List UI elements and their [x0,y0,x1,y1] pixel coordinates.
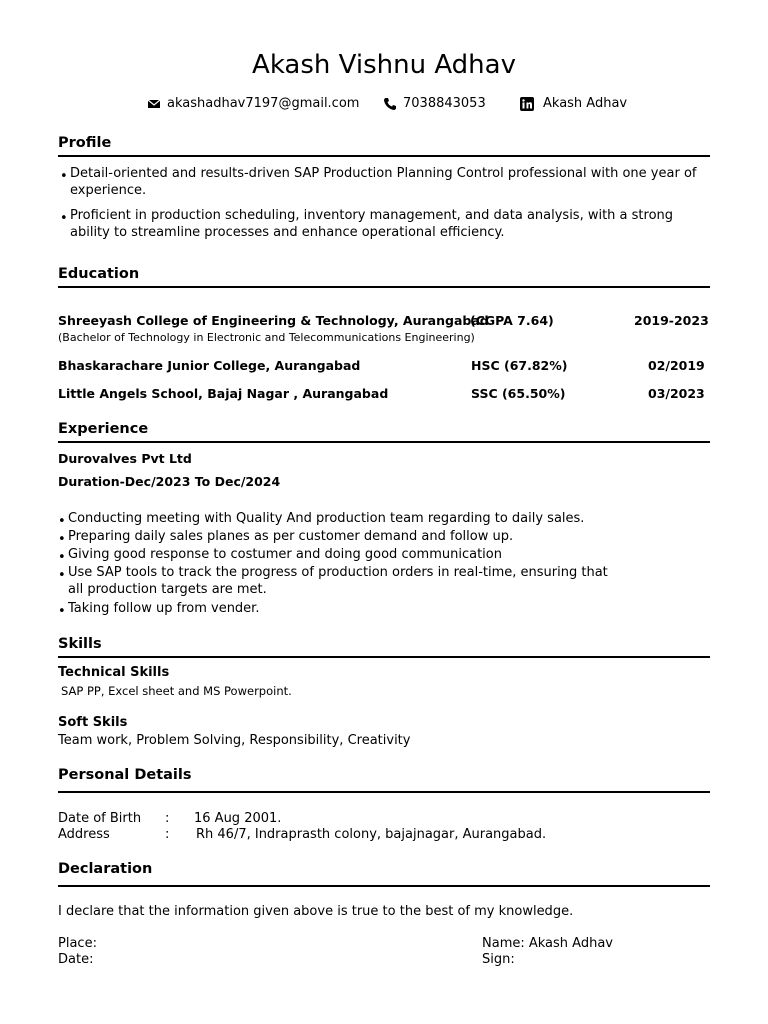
address-label: Address [58,827,110,842]
section-title-personal: Personal Details [58,767,192,783]
divider [58,791,710,793]
experience-bullet [58,600,628,619]
dob-colon: : [165,811,170,826]
edu-date: 03/2023 [648,386,705,401]
email-icon [147,97,161,111]
technical-skills-list: SAP PP, Excel sheet and MS Powerpoint. [61,684,292,698]
bullet-text: Proficient in production scheduling, inventory management, and data analysis, with a strong ability to streamline processes and enhance operational efficiency. [70,208,674,240]
date-label: Date: [58,952,94,967]
linkedin-text: Akash Adhav [543,96,628,111]
edu-score: (CGPA 7.64) [470,313,554,328]
signature-name: Name: Akash Adhav [482,936,613,951]
phone-contact[interactable] [383,96,486,111]
place-label: Place: [58,936,97,951]
section-title-experience: Experience [58,421,149,437]
edu-institution: Little Angels School, Bajaj Nagar , Aurangabad [58,386,389,401]
divider [58,286,710,288]
bullet-text: Taking follow up from vender. [68,601,260,616]
phone-icon [383,97,397,111]
bullet-text: Detail-oriented and results-driven SAP Production Planning Control professional with one year of experience. [70,166,697,198]
section-title-declaration: Declaration [58,861,153,877]
section-title-skills: Skills [58,636,102,652]
edu-date: 02/2019 [648,358,705,373]
candidate-name: Akash Vishnu Adhav [252,50,516,80]
declaration-text: I declare that the information given above is true to the best of my knowledge. [58,904,574,919]
bullet-icon: • [58,550,66,565]
email-text: akashadhav7197@gmail.com [167,96,360,111]
soft-skills-title: Soft Skils [58,715,128,730]
divider [58,656,710,658]
linkedin-contact[interactable] [520,96,627,111]
dob-label: Date of Birth [58,811,142,826]
edu-score: HSC (67.82%) [471,358,568,373]
address-colon: : [165,827,170,842]
edu-institution: Shreeyash College of Engineering & Technology, Aurangabad [58,313,489,328]
linkedin-icon [520,97,534,111]
bullet-text: Preparing daily sales planes as per customer demand and follow up. [68,529,514,544]
technical-skills-title: Technical Skills [58,665,170,680]
profile-bullet [60,207,710,241]
bullet-icon: • [58,604,66,619]
address-value: Rh 46/7, Indraprasth colony, bajajnagar, Aurangabad. [196,827,547,842]
edu-institution: Bhaskarachare Junior College, Aurangabad [58,358,361,373]
bullet-text: Conducting meeting with Quality And production team regarding to daily sales. [68,511,585,526]
experience-bullet [58,510,628,529]
email-contact[interactable] [147,96,359,111]
bullet-icon: • [58,568,66,583]
profile-bullet [60,165,710,199]
sign-label: Sign: [482,952,515,967]
soft-skills-list: Team work, Problem Solving, Responsibility, Creativity [58,733,411,748]
section-title-education: Education [58,266,140,282]
bullet-icon: • [58,532,66,547]
divider [58,885,710,887]
job-duration: Duration-Dec/2023 To Dec/2024 [58,474,281,489]
company-name: Durovalves Pvt Ltd [58,451,192,466]
bullet-icon: • [60,169,68,184]
edu-score: SSC (65.50%) [471,386,566,401]
phone-text: 7038843053 [403,96,486,111]
edu-degree: (Bachelor of Technology in Electronic and Telecommunications Engineering) [58,331,475,344]
dob-value: 16 Aug 2001. [194,811,282,826]
edu-date: 2019-2023 [634,313,709,328]
bullet-text: Use SAP tools to track the progress of production orders in real-time, ensuring that all production targets are met. [68,565,608,597]
bullet-icon: • [58,514,66,529]
experience-bullet [58,528,628,547]
experience-bullet [58,546,628,565]
bullet-text: Giving good response to costumer and doing good communication [68,547,502,562]
section-title-profile: Profile [58,135,112,151]
experience-bullet [58,564,616,598]
divider [58,155,710,157]
bullet-icon: • [60,211,68,226]
divider [58,441,710,443]
